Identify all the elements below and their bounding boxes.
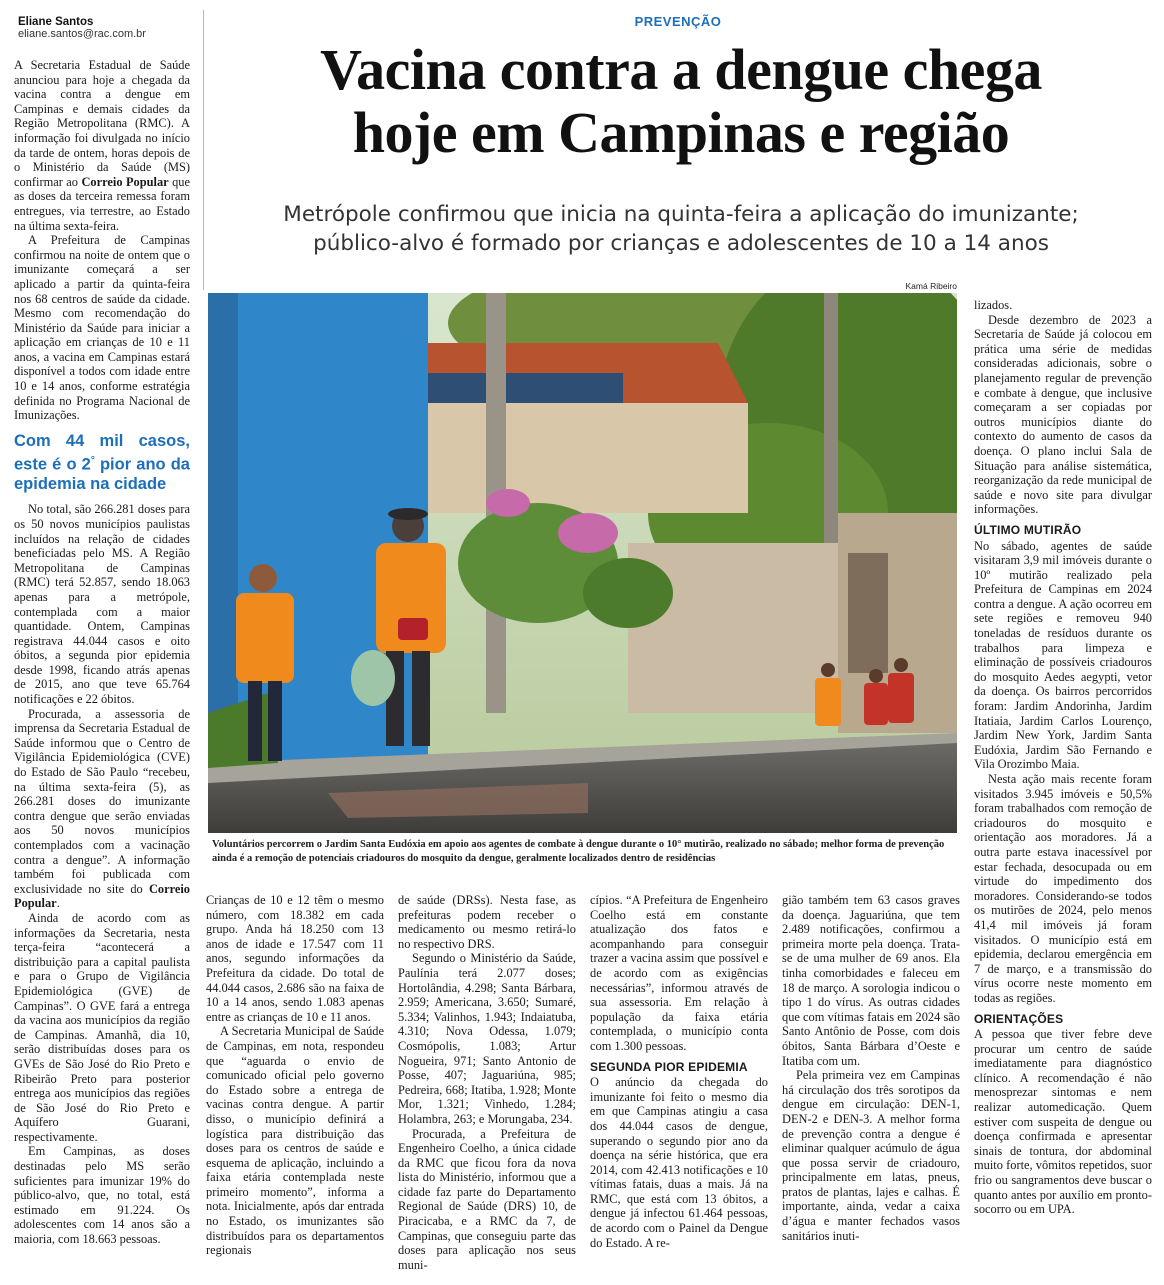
article-column-3: [398, 893, 576, 1272]
subhead: SEGUNDA PIOR EPIDEMIA: [590, 1059, 748, 1074]
paragraph: Desde dezembro de 2023 a Secretaria de Saúde já colocou em prática uma série de medidas consideradas adicionais, sobre o planejamento regular de prevenção e combate à dengue, que inclusive começaram a ser copiadas por outros municípios diante do contexto do aumento de casos da doença. O plano inclui Sala de Situação para análise sistemática, reorganização da rede municipal de saúde e novo site para divulgar informações.: [974, 312, 1152, 517]
paragraph: A pessoa que tiver febre deve procurar um centro de saúde imediatamente para diagnóstico clínico. A recomendação é não menosprezar sintomas e nem realizar automedicação. Quem estiver com suspeita de dengue ou doença confirmada e apresentar sinais de tontura, dor abdominal muito forte, vômitos repetidos, suor frio ou sangramentos deve buscar o quanto antes por auxílio em pronto-socorro ou em UPA.: [974, 1027, 1152, 1217]
paragraph: A Prefeitura de Campinas confirmou na noite de ontem que o imunizante começará a ser aplicado a partir da quinta-feira nos 68 centros de saúde da cidade. Mesmo com recomendação do Ministério da Saúde para iniciar a aplicação em crianças de 10 e 11 anos, a vacina em Campinas estará disponível a todos com idade entre 10 e 14 anos, conforme estratégia definida no Programa Nacional de Imunizações.: [14, 233, 190, 423]
article-column-1: [14, 58, 190, 1247]
paragraph: de saúde (DRSs). Nesta fase, as prefeituras podem receber o medicamento ou mesmo retirá-lo no respectivo DRS.: [398, 893, 576, 951]
paragraph: Crianças de 10 e 12 têm o mesmo número, com 18.382 em cada grupo. Anda há 18.250 com 13 anos de idade e 17.547 com 11 anos, segundo informações da Prefeitura da cidade. Do total de 44.044 casos, 2.686 são na faixa de 10 a 14 anos, sendo 1.083 apenas entre as crianças de 10 e 11 anos.: [206, 893, 384, 1024]
photo-illustration: [208, 293, 957, 833]
section-kicker: PREVENÇÃO: [634, 14, 722, 29]
paragraph: No sábado, agentes de saúde visitaram 3,9 mil imóveis durante o 10º mutirão realizado pela Prefeitura de Campinas em 2024 contra a dengue. A ação ocorreu em sete regiões e removeu 940 toneladas de resíduos durante os trabalhos para limpeza e eliminação de possíveis criadouros do mosquito Aedes aegypti, vetor da doença. Os bairros percorridos foram: Jardim Andorinha, Jardim Itatiaia, Jardim Carlos Lourenço, Jardim New York, Jardim Santa Eudóxia, Jardim São Fernando e Vila Orozimbo Maia.: [974, 538, 1152, 772]
paragraph: A Secretaria Estadual de Saúde anunciou para hoje a chegada da vacina contra a dengue em Campinas e demais cidades da Região Metropolitana (RMC). A informação foi divulgada no início da tarde de ontem, horas depois de o Ministério da Saúde (MS) confirmar ao Correio Popular que as doses da terceira remessa foram entregues, via terrestre, ao Estado na última sexta-feira.: [14, 58, 190, 233]
paragraph: lizados.: [974, 298, 1013, 312]
byline-name: Eliane Santos: [18, 16, 94, 28]
sidebar-headline: Com 44 mil casos, este é o 2° pior ano da epidemia na cidade: [14, 431, 190, 494]
subhead: ORIENTAÇÕES: [974, 1011, 1064, 1026]
article-column-6: [974, 298, 1152, 1217]
paragraph: Em Campinas, as doses destinadas pelo MS serão suficientes para imunizar 19% do público-alvo, que, no total, está estimado em 91.224. Os adolescentes com 14 anos são a maioria, com 18.663 pessoas.: [14, 1144, 190, 1247]
paragraph: Nesta ação mais recente foram visitados 3.945 imóveis e 50,5% foram trabalhados com remoção de criadouros do mosquito e orientação aos moradores. Já a outra parte estava inacessível por estar fechada, desocupada ou em virtude do impedimento dos moradores. Considerando-se todos os mutirões de 2024, pelo menos 41,4 mil imóveis já foram visitados. O município está em epidemia, declarou emergência em 7 de março, e a transmissão do vírus ocorre neste momento em todas as regiões.: [974, 772, 1152, 1005]
headline: [208, 38, 1154, 164]
paragraph: gião também tem 63 casos graves da doença. Jaguariúna, que tem 2.489 notificações, confirmou a primeira morte pela doença. Trata-se de uma mulher de 69 anos. Ela tinha comorbidades e faleceu em 18 de março. A sorologia indicou o tipo 1 do vírus. As outras cidades que com vítimas fatais em 2024 são Santo Antônio de Posse, com dois óbitos, Santa Bárbara d’Oeste e Itatiba com um.: [782, 893, 960, 1068]
news-photo: [208, 293, 957, 833]
deck: [208, 200, 1154, 258]
paragraph: A Secretaria Municipal de Saúde de Campinas, em nota, respondeu que “aguarda o envio de comunicado oficial pelo governo do Estado sobre a entrega de vacinas contra dengue. A partir disso, o município definirá a logística para distribuição das doses para os centros de saúde e esquema de aplicação, incluindo a faixa etária contemplada neste primeiro momento”, informa a nota. Inicialmente, após dar entrada no Estado, os imunizantes são distribuídos para os departamentos regionais: [206, 1024, 384, 1258]
column-rule: [203, 10, 204, 290]
paragraph: Ainda de acordo com as informações da Secretaria, nesta terça-feira “acontecerá a distribuição para a capital paulista e para o Grupo de Vigilância Epidemiológica (GVE) de Campinas”. O GVE fará a entrega da vacina aos municípios da região de Campinas. Amanhã, dia 10, serão distribuídas doses para os GVEs de São José do Rio Preto e Ribeirão Preto para posterior entrega aos municípios das regiões de São José do Rio Preto e Aquífero Guarani, respectivamente.: [14, 910, 190, 1144]
headline-line-2: hoje em Campinas e região: [352, 100, 1010, 165]
subhead: ÚLTIMO MUTIRÃO: [974, 522, 1082, 537]
headline-line-1: Vacina contra a dengue chega: [320, 37, 1042, 102]
article-column-5: [782, 893, 960, 1243]
byline-email: eliane.santos@rac.com.br: [18, 28, 146, 40]
article-column-2: [206, 893, 384, 1258]
paragraph: Pela primeira vez em Campinas há circulação dos três sorotipos da dengue em circulação: DEN-1, DEN-2 e DEN-3. A melhor forma de prevenção contra a dengue é eliminar qualquer acúmulo de água que possa servir de criadouro, principalmente em latas, pneus, pratos de plantas, lajes e calhas. É importante, ainda, vedar a caixa d’água e manter fechados vasos sanitários inuti-: [782, 1068, 960, 1243]
deck-line-2: público-alvo é formado por crianças e adolescentes de 10 a 14 anos: [313, 231, 1049, 256]
paragraph: cípios. “A Prefeitura de Engenheiro Coelho está em constante atualização dos fatos e acompanhando para conseguir trazer a vacina assim que possível e de acordo com as exigências necessárias”, informou através de sua assessoria. Em relação à população da faixa etária contemplada, o município conta com 1.300 pessoas.: [590, 893, 768, 1053]
paragraph: O anúncio da chegada do imunizante foi feito o mesmo dia em que Campinas atingiu a casa dos 44.044 casos de dengue, superando o segundo pior ano da doença na série histórica, que era 2014, com 42.413 notificações e 10 vítimas fatais, duas a mais. Já na RMC, que está com 13 óbitos, a dengue já infectou 61.464 pessoas, de acordo com o Painel da Dengue do Estado. A re-: [590, 1075, 768, 1250]
paragraph: Procurada, a Prefeitura de Engenheiro Coelho, a única cidade da RMC que ficou fora da nova lista do Ministério, informou que a cidade faz parte do Departamento Regional de Saúde (DRS) 10, de Piracicaba, e a RMC da 7, de Campinas, que conseguiu parte das doses para aplicação nos seus muni-: [398, 1126, 576, 1272]
photo-caption: Voluntários percorrem o Jardim Santa Eudóxia em apoio aos agentes de combate à dengue durante o 10° mutirão, realizado no sábado; melhor forma de prevenção ainda é a remoção de potenciais criadouros do mosquito da dengue, geralmente localizados dentro de residências: [212, 839, 945, 864]
paragraph: No total, são 266.281 doses para os 50 novos municípios paulistas incluídos na relação de cidades beneficiadas pelo MS. A Região Metropolitana de Campinas (RMC) terá 52.857, sendo 18.063 apenas para a metrópole, contemplada com a maior quantidade. Ontem, Campinas registrava 44.044 casos e oito óbitos, a segunda pior epidemia desde 1998, ficando atrás apenas de 2015, ano que teve 65.764 notificações e 22 óbitos.: [14, 502, 190, 707]
paragraph: Procurada, a assessoria de imprensa da Secretaria Estadual de Saúde informou que o Centro de Vigilância Epidemiológica (CVE) do Estado de São Paulo “recebeu, na última sexta-feira (5), as 266.281 doses do imunizante contra dengue que serão enviadas aos 50 novos municípios contemplados com a vacinação contra a dengue”. A informação também foi publicada com exclusividade no site do Correio Popular.: [14, 706, 190, 911]
deck-line-1: Metrópole confirmou que inicia na quinta-feira a aplicação do imunizante;: [283, 202, 1079, 227]
byline: [18, 16, 198, 40]
paragraph: Segundo o Ministério da Saúde, Paulínia terá 2.077 doses; Hortolândia, 4.298; Santa Bárbara, 2.959; Americana, 3.650; Sumaré, 5.334; Valinhos, 1.943; Indaiatuba, 4.310; Nova Odessa, 1.079; Cosmópolis, 1.083; Artur Nogueira, 971; Santo Antonio de Posse, 407; Jaguariúna, 985; Pedreira, 668; Itatiba, 1.928; Monte Mor, 1.321; Vinhedo, 1.284; Holambra, 263; e Morungaba, 234.: [398, 951, 576, 1126]
article-column-4: [590, 893, 768, 1250]
photo-credit: Kamá Ribeiro: [905, 281, 957, 291]
